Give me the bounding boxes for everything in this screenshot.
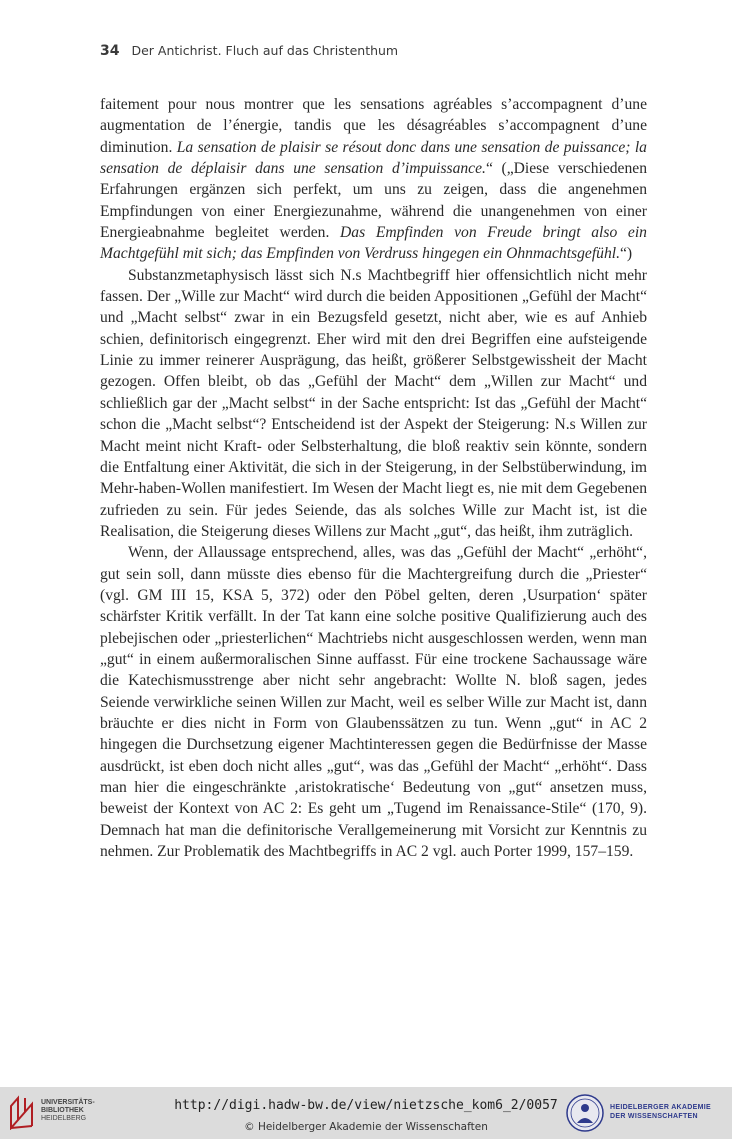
running-title: Der Antichrist. Fluch auf das Christenthum	[131, 43, 399, 58]
p1-italic-1: La sensation de plaisir se résout donc dans une sensation de puissance; la sensation de déplaisir dans une sensation d’impuissance.	[100, 138, 647, 178]
ub-line-1: UNIVERSITÄTS-	[41, 1099, 95, 1106]
page-number: 34	[100, 43, 120, 59]
permalink-url[interactable]: http://digi.hadw-bw.de/view/nietzsche_kom6_2/0057	[174, 1098, 558, 1113]
paragraph-1	[100, 94, 647, 265]
ub-line-3: HEIDELBERG	[41, 1115, 87, 1122]
p1-italic-2: Das Empfinden von Freude bringt also ein Machtgefühl mit sich; das Empfinden von Verdruss hingegen ein Ohnmachtsgefühl.	[100, 224, 647, 263]
footer-bar	[0, 1087, 732, 1139]
running-header	[100, 43, 646, 59]
haw-line-2: DER WISSENSCHAFTEN	[610, 1113, 698, 1120]
academy-seal-icon	[565, 1093, 605, 1133]
haw-line-1: HEIDELBERGER AKADEMIE	[610, 1104, 711, 1111]
ub-line-2: BIBLIOTHEK	[41, 1107, 84, 1114]
copyright-notice: © Heidelberger Akademie der Wissenschaften	[244, 1121, 488, 1133]
p1-text-2: “ („Diese verschiedenen Erfahrungen ergänzen sich perfekt, um uns zu zeigen, dass die angenehmen Empfindungen von einer Energiezunahme, während die unangenehmen von einer Energieabnahme begleitet werden.	[100, 160, 647, 242]
p1-text-1: faitement pour nous montrer que les sensations agréables s’accompagnent d’une augmentation de l’énergie, tandis que les désagréables s’accompagnent d’une diminution.	[100, 96, 647, 156]
p1-text-3: “)	[620, 245, 633, 263]
paragraph-2: Substanzmetaphysisch lässt sich N.s Machtbegriff hier offensichtlich nicht mehr fassen. Der „Wille zur Macht“ wird durch die beiden Appositionen „Gefühl der Macht“ und „Macht selbst“ zwar in ein Bezugsfeld gesetzt, nicht aber, wie es auf Anhieb schien, definitorisch eingegrenzt. Eher wird mit den drei Begriffen eine aufsteigende Linie zu immer reinerer Ausprägung, das heißt, größerer Selbstgewissheit der Macht gezogen. Offen bleibt, ob das „Gefühl der Macht“ dem „Willen zur Macht“ und schließlich gar der „Macht selbst“ in der Sache entspricht: Ist das „Gefühl der Macht“ schon die „Macht selbst“? Entscheidend ist der Aspekt der Steigerung: N.s Willen zur Macht meint nicht Kraft- oder Selbsterhaltung, die bloß reaktiv sein könnte, sondern die Entfaltung einer Aktivität, die sich in der Steigerung, in der Selbstüberwindung, im Mehr-haben-Wollen manifestiert. Im Wesen der Macht liegt es, nie mit dem Gegebenen zufrieden zu sein. Für jedes Seiende, das als solches Wille zur Macht ist, ist die Realisation, die Steigerung dieses Willens zur Macht „gut“, das heißt, ihm zuträglich.	[100, 266, 647, 540]
body-text	[100, 94, 647, 862]
paragraph-3: Wenn, der Allaussage entsprechend, alles, was das „Gefühl der Macht“ „erhöht“, gut sein soll, dann müsste dies ebenso für die Machtergreifung durch die „Priester“ (vgl. GM III 15, KSA 5, 372) oder den Pöbel gelten, deren ‚Usurpation‘ später schärfster Kritik verfällt. In der Tat kann eine solche positive Qualifizierung auch des plebejischen oder „priesterlichen“ Machtriebs nicht ausgeschlossen werden, wenn man „gut“ in einem außermoralischen Sinne auffasst. Für eine trockene Sachaussage wäre die Katechismusstrenge aber nicht sehr angebracht: Wollte N. bloß sagen, jedes Seiende verwirkliche seinen Willen zur Macht, weil es selber Wille zur Macht ist, dann bräuchte er dies nicht in Form von Glaubenssätzen zu tun. Wenn „gut“ in AC 2 hingegen die Durchsetzung eigener Machtinteressen gegen die Bedürfnisse der Masse ausdrückt, ist eben doch nicht alles „gut“, was das „Gefühl der Macht“ „erhöht“. Dass man hier die eingeschränkte ‚aristokratische‘ Bedeutung von „gut“ ansetzen muss, beweist der Kontext von AC 2: Es geht um „Tugend im Renaissance-Stile“ (170, 9). Demnach hat man die definitorische Verallgemeinerung mit Vorsicht zur Kenntnis zu nehmen. Zur Problematik des Machtbegriffs in AC 2 vgl. auch Porter 1999, 157–159.	[100, 544, 647, 861]
academy-name	[610, 1103, 711, 1121]
